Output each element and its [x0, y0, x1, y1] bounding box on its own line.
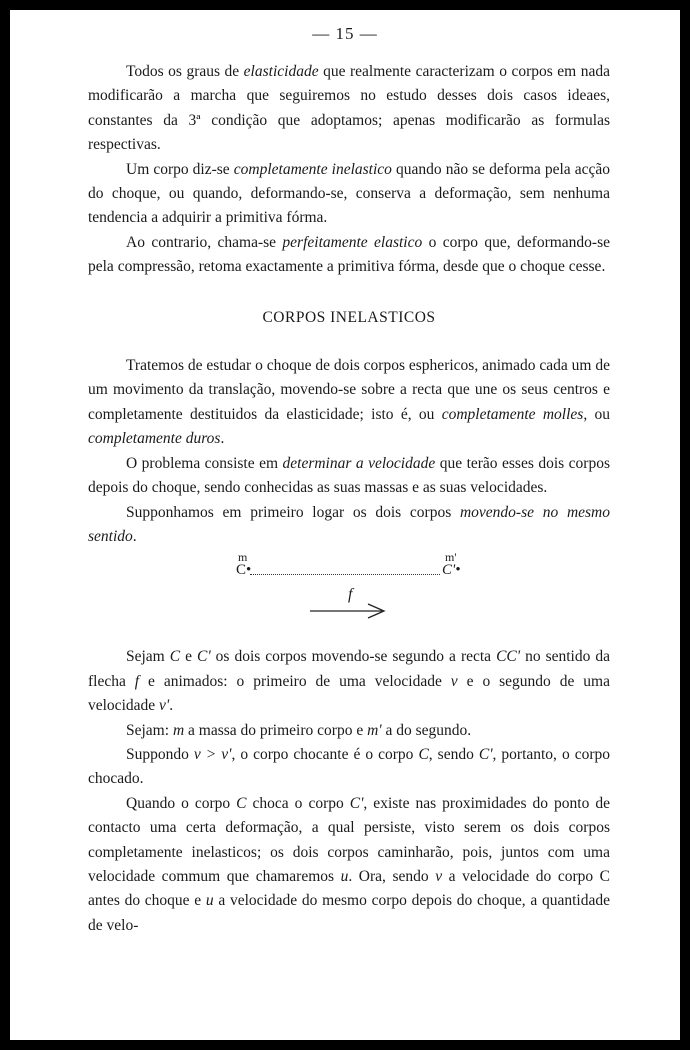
mass-label-m: m [238, 550, 248, 565]
italic-run: v [435, 867, 443, 885]
dotted-line-cc [250, 574, 440, 575]
italic-run: elasticidade [243, 63, 319, 80]
paragraph: Todos os graus de elasticidade que realmente caracterizam o corpos em nada modificarão a marcha que seguiremos no estudo desses dois casos ideaes, constantes da 3ª condição que adoptamos; apenas modificarão as formulas respectivas. [88, 63, 610, 154]
section-paragraphs [88, 354, 610, 549]
italic-run: C' [478, 745, 493, 763]
section-heading: CORPOS INELASTICOS [262, 308, 436, 326]
page-number: — 15 — [312, 24, 378, 43]
paragraph: Quando o corpo C choca o corpo C', existe nas proximidades do ponto de contacto uma certa deformação, a qual persiste, visto serem os dois corpos completamente inelasticos; os dois corpos caminharão, pois, juntos com uma velocidade commum que chamaremos u. Ora, sendo v a velocidade do corpo C antes do choque e u a velocidade do mesmo corpo depois do choque, a quantidade de velo- [88, 794, 611, 934]
paragraph: Tratemos de estudar o choque de dois corpos esphericos, animado cada um de um movimento da translação, movendo-se sobre a recta que une os seus centros e completamente destituidos da elasticidade; isto é, ou completamente molles, ou completamente duros. [88, 357, 611, 448]
italic-run: m' [367, 721, 382, 739]
italic-run: completamente inelastico [233, 160, 392, 178]
italic-run: u [205, 892, 214, 910]
direction-arrow-icon [308, 601, 388, 621]
bodies-diagram [88, 549, 610, 645]
italic-run: C [418, 745, 429, 763]
paragraph: Sejam: m a massa do primeiro corpo e m' a do segundo. [126, 721, 472, 739]
italic-run: perfeitamente elastico [282, 233, 423, 251]
analysis-paragraphs [88, 645, 610, 938]
italic-run: C' [197, 648, 211, 666]
paragraph: Suppondo v > v', o corpo chocante é o corpo C, sendo C', portanto, o corpo chocado. [88, 745, 610, 788]
paragraph: O problema consiste em determinar a velocidade que terão esses dois corpos depois do choque, sendo conhecidas as suas massas e as suas velocidades. [88, 454, 610, 497]
italic-run: v > v' [193, 745, 232, 763]
italic-run: v' [159, 697, 170, 715]
italic-run: C [169, 648, 181, 666]
italic-run: C [236, 794, 247, 812]
italic-run: movendo-se no mesmo sentido [88, 503, 610, 545]
arrow-label-f: f [348, 586, 353, 604]
italic-run: completamente molles [441, 405, 584, 423]
italic-run: v [450, 672, 458, 690]
italic-run: C' [349, 794, 364, 812]
italic-run: determinar a velocidade [282, 454, 436, 472]
italic-run: f [134, 672, 140, 690]
paragraph: Um corpo diz-se completamente inelastico quando não se deforma pela acção do choque, ou quando, deformando-se, conserva a deformação, sem nenhuma tendencia a adquirir a primitiva fórma. [88, 160, 610, 227]
body-label-c-prime: C'• [442, 562, 461, 579]
page [10, 10, 680, 1040]
italic-run: CC' [496, 648, 521, 666]
body-label-c: C• [236, 562, 252, 579]
paragraph: Sejam C e C' os dois corpos movendo-se segundo a recta CC' no sentido da flecha f e animados: o primeiro de uma velocidade v e o segundo de uma velocidade v'. [88, 648, 610, 715]
body-text [88, 60, 610, 938]
paragraph: Supponhamos em primeiro logar os dois corpos movendo-se no mesmo sentido. [88, 503, 610, 545]
italic-run: completamente duros [88, 430, 221, 448]
mass-label-m-prime: m' [445, 550, 457, 565]
italic-run: u [340, 867, 349, 885]
italic-run: m [172, 721, 185, 739]
paragraph: Ao contrario, chama-se perfeitamente elastico o corpo que, deformando-se pela compressão, retoma exactamente a primitiva fórma, desde que o choque cesse. [88, 233, 610, 276]
intro-paragraphs [88, 60, 610, 280]
